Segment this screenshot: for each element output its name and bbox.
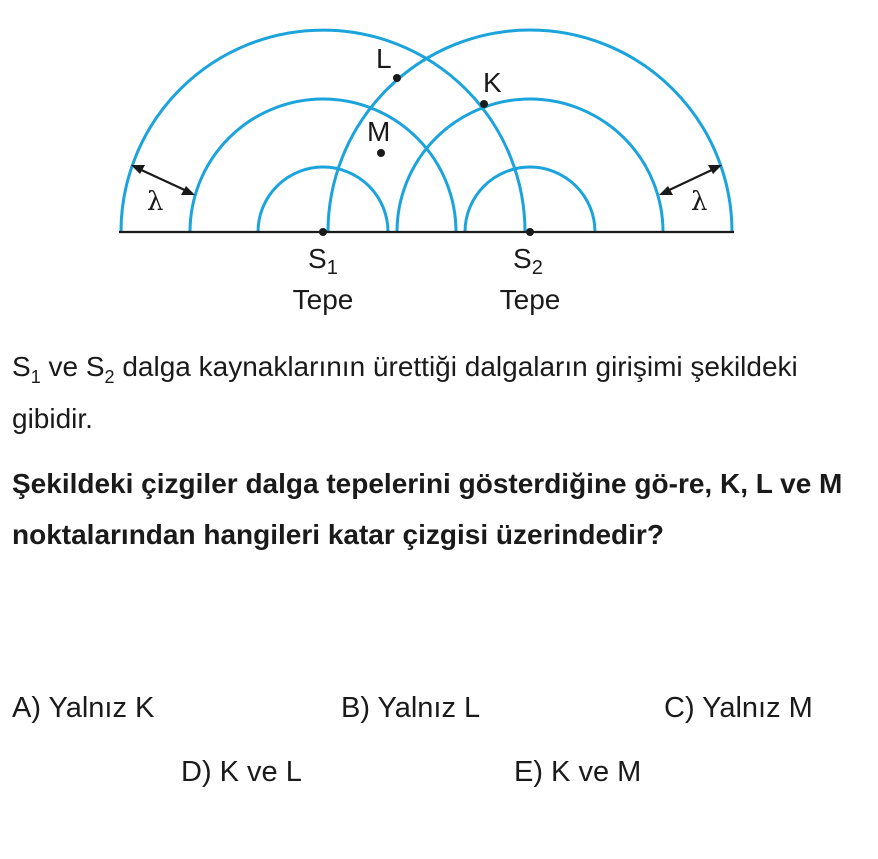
source-2-caption: Tepe [499,284,561,315]
source-1-caption: Tepe [292,284,354,315]
option-e[interactable]: E) K ve M [514,756,642,788]
question-statement: $S_1$ ve $S_2$ dalga kaynaklarının ürettiği dalgaların girişimi şekildeki gibidir. [12,351,798,434]
wavelength-label-right: λ [691,187,708,217]
option-b[interactable]: B) Yalnız L [341,692,481,724]
option-a[interactable]: A) Yalnız K [12,692,155,724]
s1-wave-crests [121,30,525,232]
point-k-dot [480,100,488,108]
point-l-label: L [376,43,392,74]
option-d[interactable]: D) K ve L [181,756,302,788]
source-1-label: $S_1$ [308,243,338,279]
source-2-dot [526,228,534,236]
source-1-dot [319,228,327,236]
interference-diagram [0,0,878,330]
point-m-dot [377,149,385,157]
source-2-label: $S_2$ [513,243,543,279]
s1-crest-1 [258,167,388,232]
s2-crest-1 [465,167,595,232]
option-c[interactable]: C) Yalnız M [664,692,813,724]
point-k-label: K [483,67,502,98]
s1-crest-3 [121,30,525,232]
point-m-label: M [367,116,391,147]
point-l-dot [393,74,401,82]
question-prompt: Şekildeki çizgiler dalga tepelerini gösterdiğine gö-re, K, L ve M noktalarından hangileri katar çizgisi üzerindedir? [12,468,843,550]
wavelength-label-left: λ [147,187,164,217]
